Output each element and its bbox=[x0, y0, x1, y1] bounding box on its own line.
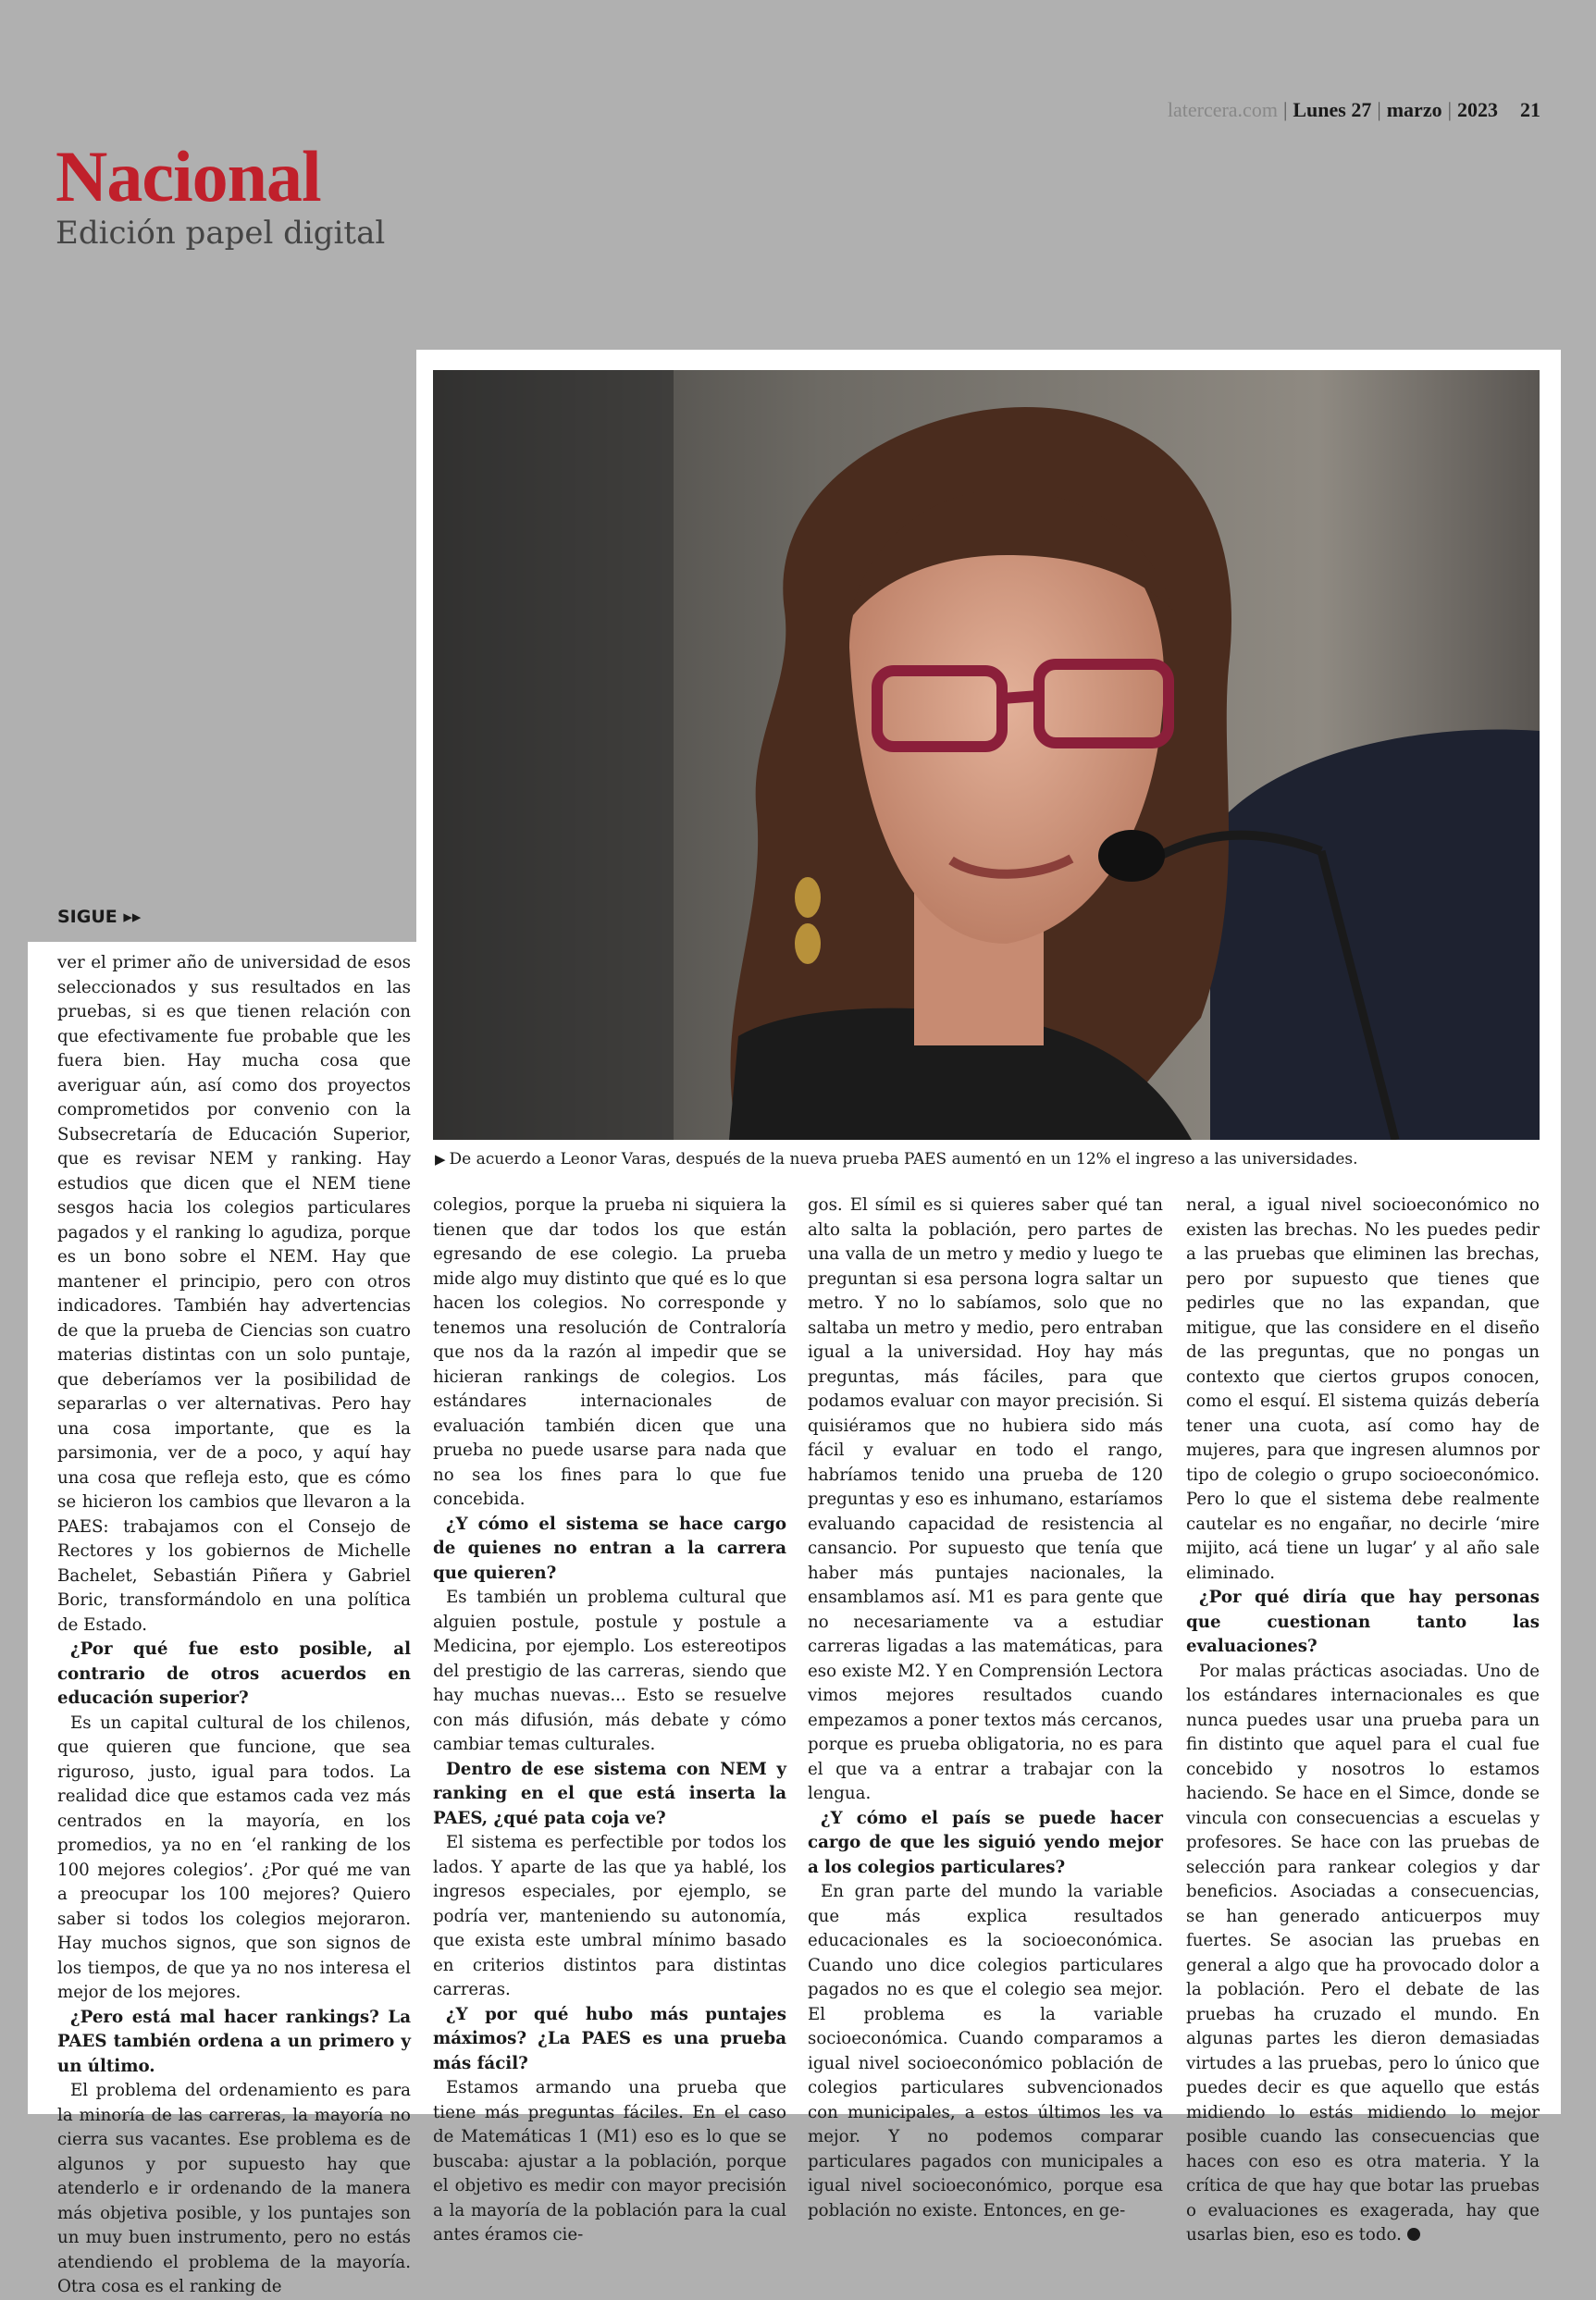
interview-question: ¿Y por qué hubo más puntajes máximos? ¿La PAES es una prueba más fácil? bbox=[433, 2004, 786, 2073]
article-column-2 bbox=[433, 1193, 786, 2248]
section-subtitle: Edición papel digital bbox=[56, 215, 386, 252]
date-month: marzo bbox=[1386, 98, 1442, 121]
article-column-1 bbox=[57, 951, 411, 2300]
paragraph: ver el primer año de universidad de esos seleccionados y sus resultados en las pruebas, si es que tienen relación con que efectivamente fue probable que les fuera bien. Hay mucha cosa que averiguar aún, así como dos proyectos comprometidos por convenio con la Subsecretaría de Educación Superior, que es revisar NEM y ranking. Hay estudios que dicen que el NEM tiene sesgos hacia los colegios particulares pagados y el ranking lo agudiza, porque es un bono sobre el NEM. Hay que mantener el principio, pero con otros indicadores. También hay advertencias de que la prueba de Ciencias son cuatro materias distintas con un solo puntaje, que deberíamos ver la posibilidad de separarlas o ver alternativas. Pero hay una cosa importante, que es la parsimonia, ver de a poco, y aquí hay una cosa que refleja esto, que es cómo se hicieron los cambios que llevaron a la PAES: trabajamos con el Consejo de Rectores y los gobiernos de Michelle Bachelet, Sebastián Piñera y Gabriel Boric, transformándolo en una política de Estado. bbox=[57, 953, 411, 1635]
photo-caption bbox=[435, 1150, 1545, 1169]
photo-caption-text: De acuerdo a Leonor Varas, después de la nueva prueba PAES aumentó en un 12% el ingreso a las universidades. bbox=[449, 1150, 1358, 1169]
paragraph: El problema del ordenamiento es para la minoría de las carreras, la mayoría no cierra sus vacantes. Ese problema es de algunos y por supuesto hay que atenderlo e ir ordenando de la manera más objetiva posible, y los puntajes son un muy buen instrumento, pero no estás atendiendo el problema de la mayoría. Otra cosa es el ranking de bbox=[57, 2081, 411, 2296]
page-number: 21 bbox=[1520, 98, 1540, 121]
interview-question: ¿Y cómo el país se puede hacer cargo de que les siguió yendo mejor a los colegios particulares? bbox=[808, 1808, 1163, 1877]
interview-question: Dentro de ese sistema con NEM y ranking en el que está inserta la PAES, ¿qué pata coja ve? bbox=[433, 1759, 786, 1828]
article-column-4 bbox=[1186, 1193, 1540, 2248]
interview-question: ¿Por qué fue esto posible, al contrario de otros acuerdos en educación superior? bbox=[57, 1639, 411, 1708]
paragraph-text: Por malas prácticas asociadas. Uno de los estándares internacionales es que nunca puedes usar una prueba para un fin distinto que aquel para el cual fue concebido y nosotros lo estamos haciendo. Se hace en el Simce, donde se vincula con consecuencias a escuelas y profesores. Se hace con las pruebas de selección para rankear colegios y dar beneficios. Asociadas a consecuencias, se han generado anticuerpos muy fuertes. Se asocian las pruebas en general a algo que ha provocado dolor a la población. Pero el debate de las pruebas ha cruzado el mundo. En algunas partes les dieron demasiadas virtudes a las pruebas, pero lo único que puedes decir es que aquello que estás midiendo lo estás midiendo lo mejor posible cuando las consecuencias que haces con eso es otra materia. Y la crítica de que hay que botar las pruebas o evaluaciones es exagerada, hay que usarlas bien, eso es todo. bbox=[1186, 1661, 1540, 2244]
date-day: Lunes 27 bbox=[1293, 98, 1372, 121]
interview-question: ¿Y cómo el sistema se hace cargo de quienes no entran a la carrera que quieren? bbox=[433, 1514, 786, 1583]
paragraph: Estamos armando una prueba que tiene más preguntas fáciles. En el caso de Matemáticas 1 (M1) eso es lo que se buscaba: ajustar a la población, porque el objetivo es medir con mayor precisión a la mayoría de la población para la cual antes éramos cie- bbox=[433, 2078, 786, 2244]
date-year: 2023 bbox=[1457, 98, 1498, 121]
paragraph: Es un capital cultural de los chilenos, que quieren que funcione, que sea riguroso, justo, igual para todos. La realidad dice que estamos cada vez más centrados en la mayoría, en los promedios, ya no en ‘el ranking de los 100 mejores colegios’. ¿Por qué me van a preocupar los 100 mejores? Quiero saber si todos los colegios mejoraron. Hay muchos signos, que son signos de los tiempos, de que ya no nos interesa el mejor de los mejores. bbox=[57, 1713, 411, 2002]
continues-marker: SIGUE ▸▸ bbox=[57, 907, 142, 927]
section-title: Nacional bbox=[56, 136, 321, 216]
article-column-3 bbox=[808, 1193, 1163, 2223]
paragraph: gos. El símil es si quieres saber qué tan alto salta la población, pero partes de una valla de un metro y medio y luego te preguntan si esa persona logra saltar un metro. Y no lo sabíamos, solo que no saltaba un metro y medio, pero entraban igual a la universidad. Hoy hay más preguntas, más fáciles, para que podamos evaluar con mayor precisión. Si quisiéramos que no hubiera sido más fácil y evaluar en todo el rango, habríamos tenido una prueba de 120 preguntas y eso es inhumano, estaríamos evaluando capacidad de resistencia al cansancio. Por supuesto que tenía que haber más puntajes nacionales, la ensamblamos así. M1 es para gente que no necesariamente va a estudiar carreras ligadas a las matemáticas, para eso existe M2. Y en Comprensión Lectora vimos mejores resultados cuando empezamos a poner textos más cercanos, porque es prueba obligatoria, no es para el que va a entrar a trabajar con la lengua. bbox=[808, 1195, 1163, 1803]
interview-question: ¿Por qué diría que hay personas que cuestionan tanto las evaluaciones? bbox=[1186, 1588, 1540, 1656]
paragraph: En gran parte del mundo la variable que más explica resultados educacionales es la socioeconómica. Cuando uno dice colegios particulares pagados no es que el colegio sea mejor. El problema es la variable socioeconómica. Cuando comparamos a igual nivel socioeconómico población de colegios particulares subvencionados con municipales, a estos últimos les va mejor. Y no podemos comparar particulares pagados con municipales a igual nivel socioeconómico, porque esa población no existe. Entonces, en ge- bbox=[808, 1882, 1163, 2220]
site-name: latercera.com bbox=[1167, 98, 1278, 121]
page-header: latercera.com | Lunes 27 | marzo | 2023 21 bbox=[1167, 98, 1540, 121]
triangle-icon: ▶ bbox=[435, 1151, 446, 1168]
interview-question: ¿Pero está mal hacer rankings? La PAES también ordena a un primero y un último. bbox=[57, 2007, 411, 2076]
end-of-article-icon bbox=[1407, 2228, 1420, 2241]
paragraph bbox=[1186, 1660, 1540, 2248]
paragraph: colegios, porque la prueba ni siquiera la tienen que dar todos los que están egresando de ese colegio. La prueba mide algo muy distinto que qué es lo que hacen los colegios. No corresponde y tenemos una resolución de Contraloría que nos da la razón al impedir que se hicieran rankings de colegios. Los estándares internacionales de evaluación también dicen que una prueba no puede usarse para nada que no sea los fines para lo que fue concebida. bbox=[433, 1195, 786, 1509]
article-photo bbox=[433, 370, 1540, 1140]
paragraph: El sistema es perfectible por todos los lados. Y aparte de las que ya hablé, los ingresos especiales, por ejemplo, se podría ver, manteniendo su autonomía, que exista este umbral mínimo basado en criterios distintos para distintas carreras. bbox=[433, 1833, 786, 1999]
paragraph: Es también un problema cultural que alguien postule, postule y postule a Medicina, por ejemplo. Los estereotipos del prestigio de las carreras, siendo que hay muchas nuevas... Esto se resuelve con más difusión, más debate y cómo cambiar temas culturales. bbox=[433, 1588, 786, 1754]
paragraph: neral, a igual nivel socioeconómico no existen las brechas. No les puedes pedir a las pruebas que eliminen las brechas, pero por supuesto que tienes que pedirles que no las expandan, que mitigue, que las considere en el diseño de las preguntas, que no pongas un contexto que ciertos grupos conocen, como el esquí. El sistema quizás debería tener una cuota, así como hay de mujeres, para que ingresen alumnos por tipo de colegio o grupo socioeconómico. Pero lo que el sistema debe realmente cautelar es no engañar, no decirle ‘mire mijito, acá tiene un lugar’ y al año sale eliminado. bbox=[1186, 1195, 1540, 1583]
